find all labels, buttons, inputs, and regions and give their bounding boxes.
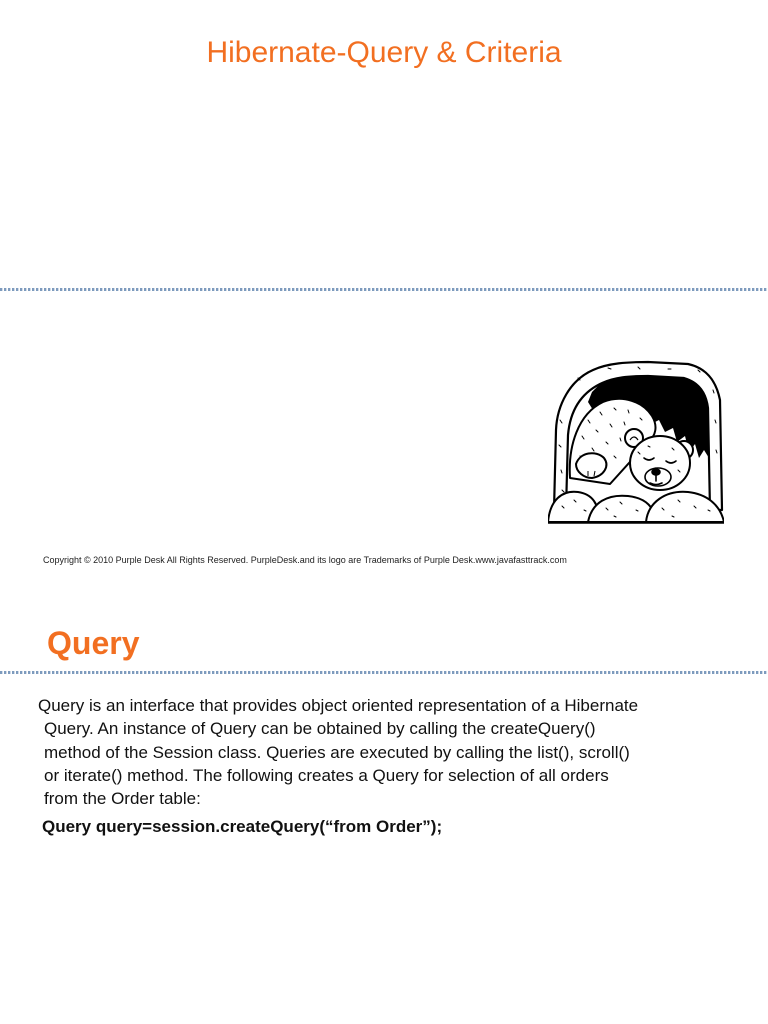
code-example: Query query=session.createQuery(“from Order”); bbox=[42, 817, 443, 836]
body-line: or iterate() method. The following creates a Query for selection of all orders bbox=[44, 765, 609, 785]
body-line: method of the Session class. Queries are executed by calling the list(), scroll() bbox=[44, 742, 630, 762]
slide-title: Hibernate-Query & Criteria bbox=[206, 36, 562, 69]
body-line: Query is an interface that provides object oriented representation of a Hibernate bbox=[38, 696, 639, 715]
copyright-notice: Copyright © 2010 Purple Desk All Rights Reserved. PurpleDesk.and its logo are Trademarks of Purple Desk.www.javafasttrack.com bbox=[43, 555, 567, 565]
body-line: Query. An instance of Query can be obtained by calling the createQuery() bbox=[44, 719, 596, 739]
microtext-strip bbox=[0, 288, 768, 291]
body-paragraph bbox=[38, 694, 638, 810]
body-line: from the Order table: bbox=[44, 789, 201, 809]
microtext-strip bbox=[0, 671, 768, 674]
bear-paw bbox=[576, 453, 606, 478]
slide-heading: Query bbox=[47, 625, 140, 661]
bear-cave-illustration bbox=[548, 360, 724, 524]
